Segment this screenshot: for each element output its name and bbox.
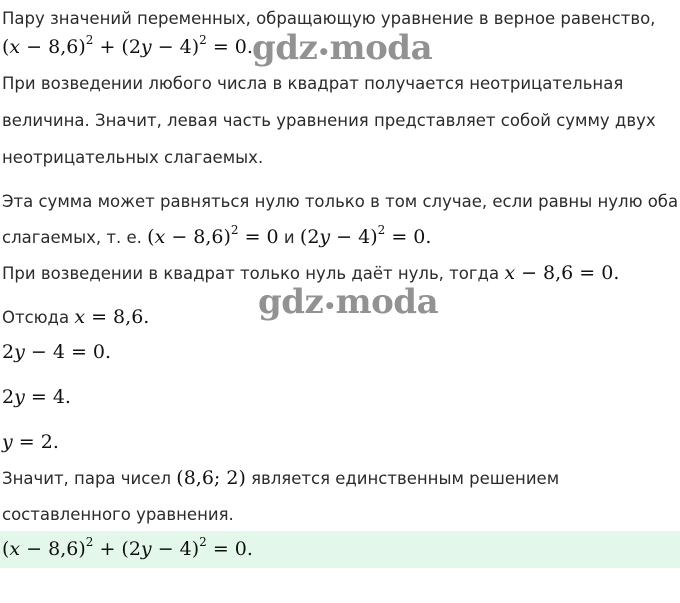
text-line-4: величина. Значит, левая часть уравнения представляет собой сумму двух [2,111,656,130]
text-line-3: При возведении любого числа в квадрат получается неотрицательная [2,74,624,93]
text-line-6: Эта сумма может равняться нулю только в том случае, если равны нулю оба [2,192,679,211]
text-line-1 [2,8,655,30]
equation-given: $(x - 8,6)^2 + (2y - 4)^2 = 0$. [2,33,253,58]
equation-line-10: 2y − 4 = 0. [2,341,112,363]
paragraph-text: Пару значений переменных, обращающую уравнение в верное равенство, [2,9,656,28]
text-line-9: Отсюда x = 8,6. [2,306,150,328]
watermark-logo: gdz•moda [252,28,433,68]
text-line-5: неотрицательных слагаемых. [2,148,264,167]
text-line-14: составленного уравнения. [2,505,234,524]
text-line-8: При возведении в квадрат только нуль даёт нуль, тогда x − 8,6 = 0. [2,262,620,284]
equation-line-12: y = 2. [2,431,59,453]
equation-line-11: 2y = 4. [2,386,71,408]
text-line-13: Значит, пара чисел (8,6; 2) является единственным решением [2,467,560,489]
watermark-logo: gdz•moda [258,282,439,322]
text-line-7: слагаемых, т. е. $(x - 8,6)^2 = 0$ и $(2y - 4)^2 = 0$. [2,223,432,248]
equation-answer: $(x - 8,6)^2 + (2y - 4)^2 = 0$. [2,535,253,560]
